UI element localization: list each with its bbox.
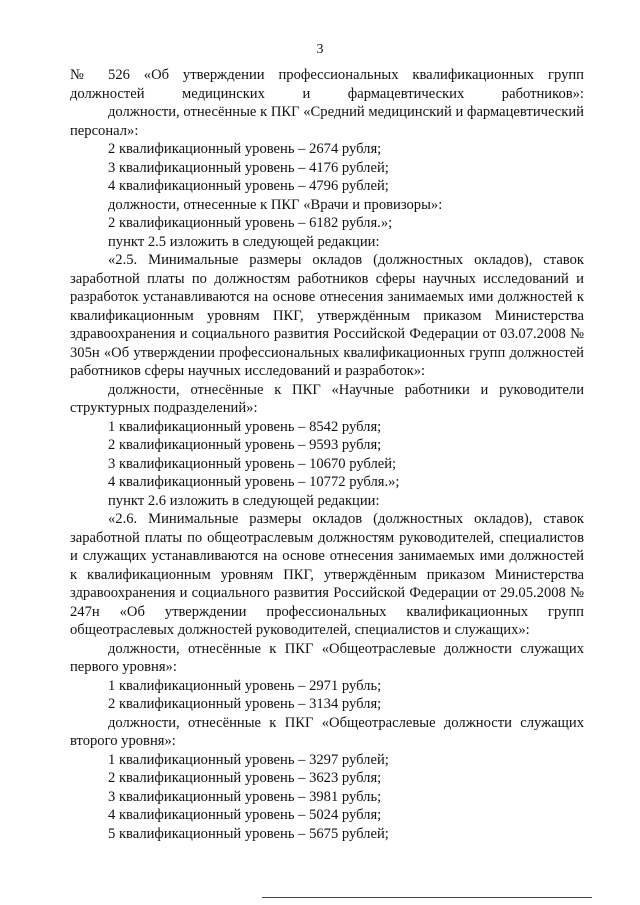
paragraph: «2.6. Минимальные размеры окладов (должностных окладов), ставок заработной платы по общеотраслевым должностям руководителей, специалистов и служащих устанавливаются на основе отнесения занимаемых ими должностей к квалификационным уровням ПКГ, утверждённым приказом Министерства здравоохранения и социального развития Российской Федерации от 29.05.2008 № 247н «Об утверждении профессиональных квалификационных групп общеотраслевых должностей руководителей, специалистов и служащих»: xyxy=(70,511,584,638)
paragraph: № 526 «Об утверждении профессиональных квалификационных групп должностей медицинских и фармацевтических работников»: xyxy=(70,67,584,102)
paragraph: 2 квалификационный уровень – 9593 рубля; xyxy=(108,437,382,453)
paragraph: 2 квалификационный уровень – 2674 рубля; xyxy=(108,141,382,157)
paragraph: 1 квалификационный уровень – 8542 рубля; xyxy=(108,418,382,435)
paragraph: пункт 2.5 изложить в следующей редакции: xyxy=(108,233,380,250)
page-edge-line xyxy=(262,897,592,898)
document-body xyxy=(70,66,584,843)
paragraph: 4 квалификационный уровень – 5024 рубля; xyxy=(108,807,382,823)
page-number: 3 xyxy=(316,42,324,57)
paragraph: 3 квалификационный уровень – 3981 рубль; xyxy=(108,788,382,805)
paragraph: 3 квалификационный уровень – 10670 рублей; xyxy=(108,455,397,472)
paragraph: 1 квалификационный уровень – 3297 рублей; xyxy=(108,751,389,768)
paragraph: 4 квалификационный уровень – 10772 рубля.»; xyxy=(108,474,400,490)
paragraph: должности, отнесённые к ПКГ «Общеотраслевые должности служащих первого уровня»: xyxy=(70,640,584,675)
paragraph: 5 квалификационный уровень – 5675 рублей; xyxy=(108,825,389,842)
paragraph: должности, отнесенные к ПКГ «Врачи и провизоры»: xyxy=(108,196,443,213)
paragraph: 2 квалификационный уровень – 6182 рубля.»; xyxy=(108,215,393,231)
paragraph: пункт 2.6 изложить в следующей редакции: xyxy=(108,492,380,509)
paragraph: должности, отнесённые к ПКГ «Общеотраслевые должности служащих второго уровня»: xyxy=(70,714,584,749)
paragraph: 4 квалификационный уровень – 4796 рублей; xyxy=(108,178,389,194)
paragraph: 3 квалификационный уровень – 4176 рублей; xyxy=(108,159,389,176)
paragraph: должности, отнесённые к ПКГ «Научные работники и руководители структурных подразделений»: xyxy=(70,381,584,416)
paragraph: «2.5. Минимальные размеры окладов (должностных окладов), ставок заработной платы по должностям работников сферы научных исследований и разработок устанавливаются на основе отнесения занимаемых ими должностей к квалификационным уровням ПКГ, утверждённым приказом Министерства здравоохранения и социального развития Российской Федерации от 03.07.2008 № 305н «Об утверждении профессиональных квалификационных групп должностей работников сферы научных исследований и разработок»: xyxy=(70,252,584,379)
paragraph: должности, отнесённые к ПКГ «Средний медицинский и фармацевтический персонал»: xyxy=(70,104,584,139)
paragraph: 2 квалификационный уровень – 3134 рубля; xyxy=(108,696,382,712)
paragraph: 2 квалификационный уровень – 3623 рубля; xyxy=(108,770,382,786)
paragraph: 1 квалификационный уровень – 2971 рубль; xyxy=(108,677,382,694)
